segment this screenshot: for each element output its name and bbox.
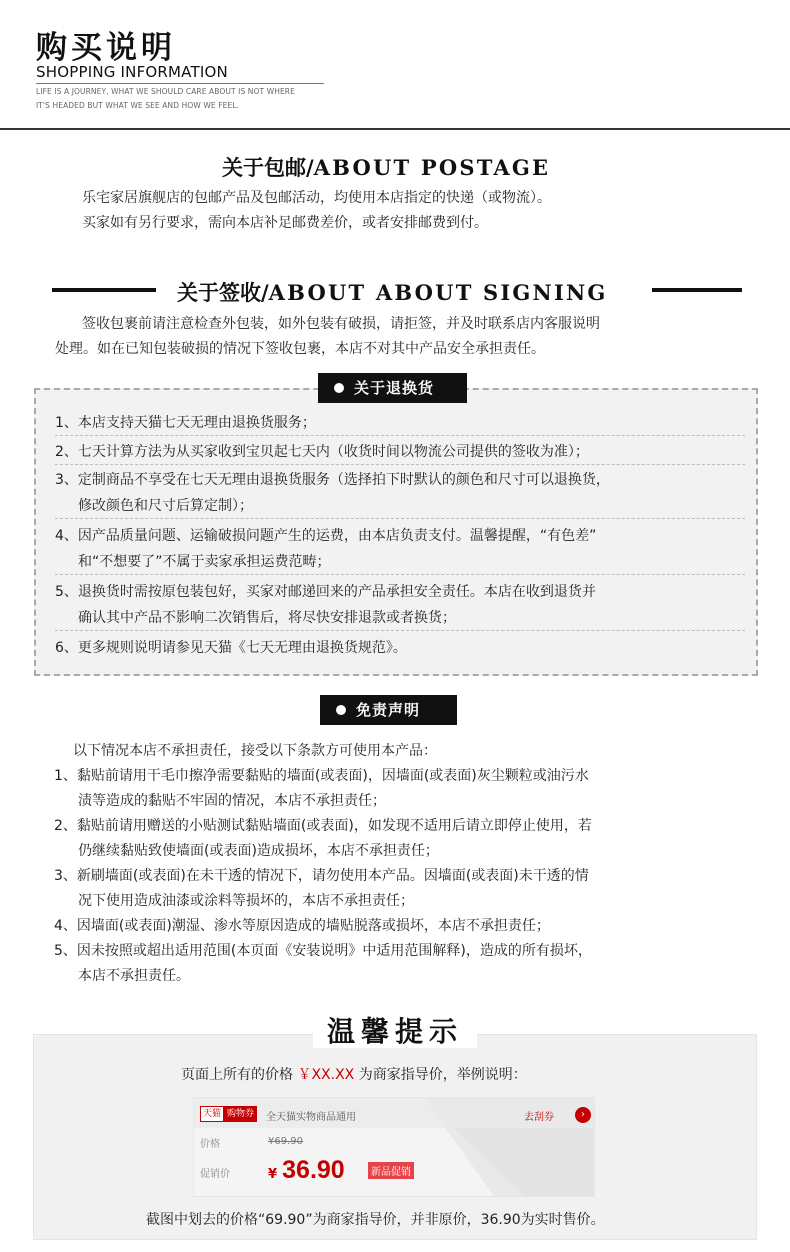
disclaimer-line-1b: 渍等造成的黏贴不牢固的情况，本店不承担责任； — [78, 793, 386, 809]
signing-rule-left — [52, 288, 156, 292]
bullet-dot-icon — [334, 383, 344, 393]
scratch-coupon-link[interactable]: 去刮券 — [524, 1112, 554, 1123]
signing-heading-cn: 关于签收/ — [177, 281, 269, 305]
bullet-dot-icon — [336, 705, 346, 715]
postage-heading-cn: 关于包邮/ — [222, 156, 314, 180]
postage-heading-en: ABOUT POSTAGE — [313, 155, 551, 180]
tmall-badge: 天猫 — [200, 1106, 224, 1122]
disclaimer-line-5b: 本店不承担责任。 — [78, 968, 190, 984]
promo-value: 36.90 — [282, 1156, 345, 1184]
returns-heading — [318, 373, 467, 403]
signing-line-1: 签收包裹前请注意检查外包装，如外包装有破损，请拒签，并及时联系店内客服说明 — [82, 316, 600, 332]
signing-rule-right — [652, 288, 742, 292]
returns-line-4: 4、因产品质量问题、运输破损问题产生的运费，由本店负责支付。温馨提醒，“有色差” — [55, 528, 597, 544]
tips-heading — [0, 1010, 790, 1050]
tips-intro-price: ￥XX.XX — [297, 1067, 355, 1083]
coupon-badge: 购物券 — [224, 1106, 257, 1122]
coupon-description: 全天猫实物商品通用 — [266, 1112, 356, 1123]
disclaimer-heading — [320, 695, 457, 725]
disclaimer-line-5: 5、因未按照或超出适用范围(本页面《安装说明》中适用范围解释)，造成的所有损坏， — [54, 943, 592, 959]
returns-line-3b: 修改颜色和尺寸后算定制）； — [78, 498, 253, 514]
disclaimer-line-1: 1、黏贴前请用干毛巾擦净需要黏贴的墙面(或表面)，因墙面(或表面)灰尘颗粒或油污水 — [54, 768, 589, 784]
header-divider — [0, 128, 790, 130]
tips-footer: 截图中划去的价格“69.90”为商家指导价，并非原价，36.90为实时售价。 — [146, 1212, 605, 1228]
promo-currency: ¥ — [268, 1167, 278, 1182]
returns-separator — [55, 518, 745, 519]
returns-separator — [55, 435, 745, 436]
returns-line-2: 2、七天计算方法为从买家收到宝贝起七天内（收货时间以物流公司提供的签收为准）； — [55, 444, 589, 460]
signing-heading-en: ABOUT ABOUT SIGNING — [268, 280, 608, 305]
page-subtitle: SHOPPING INFORMATION — [36, 63, 228, 81]
signing-heading — [177, 277, 608, 307]
page-title: 购买说明 — [36, 30, 176, 66]
returns-line-5: 5、退换货时需按原包装包好，买家对邮递回来的产品承担安全责任。本店在收到退货并 — [55, 584, 596, 600]
returns-line-4b: 和“不想要了”不属于卖家承担运费范畴； — [78, 554, 331, 570]
disclaimer-line-2b: 仍继续黏贴致使墙面(或表面)造成损坏，本店不承担责任； — [78, 843, 439, 859]
header-tagline-2: IT'S HEADED BUT WHAT WE SEE AND HOW WE FEEL. — [36, 101, 240, 110]
chevron-right-icon[interactable]: › — [575, 1107, 591, 1123]
returns-heading-label: 关于退换货 — [354, 379, 435, 397]
tips-heading-label: 温馨提示 — [313, 1015, 477, 1048]
tips-intro — [181, 1064, 527, 1084]
returns-line-1: 1、本店支持天猫七天无理由退换货服务； — [55, 415, 316, 431]
disclaimer-line-4: 4、因墙面(或表面)潮湿、渗水等原因造成的墙贴脱落或损坏，本店不承担责任； — [54, 918, 550, 934]
disclaimer-line-3b: 况下使用造成油漆或涂料等损坏的，本店不承担责任； — [78, 893, 414, 909]
postage-line-1: 乐宅家居旗舰店的包邮产品及包邮活动，均使用本店指定的快递（或物流）。 — [82, 190, 551, 206]
header-tagline-1: LIFE IS A JOURNEY, WHAT WE SHOULD CARE ABOUT IS NOT WHERE — [36, 87, 295, 96]
returns-line-3: 3、定制商品不享受在七天无理由退换货服务（选择拍下时默认的颜色和尺寸可以退换货， — [55, 472, 610, 488]
returns-separator — [55, 464, 745, 465]
postage-line-2: 买家如有另行要求，需向本店补足邮费差价，或者安排邮费到付。 — [82, 215, 488, 231]
header-underline — [36, 83, 324, 84]
price-example-card — [193, 1097, 595, 1197]
new-product-badge: 新品促销 — [368, 1162, 414, 1179]
disclaimer-line-2: 2、黏贴前请用赠送的小贴测试黏贴墙面(或表面)，如发现不适用后请立即停止使用，若 — [54, 818, 592, 834]
list-price: ¥69.90 — [268, 1136, 303, 1147]
returns-separator — [55, 630, 745, 631]
returns-separator — [55, 574, 745, 575]
promo-price-label: 促销价 — [200, 1169, 230, 1180]
disclaimer-intro: 以下情况本店不承担责任，接受以下条款方可使用本产品： — [73, 743, 437, 759]
disclaimer-line-3: 3、新刷墙面(或表面)在未干透的情况下，请勿使用本产品。因墙面(或表面)未干透的情 — [54, 868, 589, 884]
returns-line-6: 6、更多规则说明请参见天猫《七天无理由退换货规范》。 — [55, 640, 407, 656]
signing-line-2: 处理。如在已知包装破损的情况下签收包裹，本店不对其中产品安全承担责任。 — [55, 341, 545, 357]
promo-price — [268, 1156, 345, 1185]
price-label: 价格 — [200, 1139, 220, 1150]
tips-intro-before: 页面上所有的价格 — [181, 1067, 293, 1083]
returns-line-5b: 确认其中产品不影响二次销售后，将尽快安排退款或者换货； — [78, 610, 456, 626]
disclaimer-heading-label: 免责声明 — [356, 701, 421, 719]
tips-intro-after: 为商家指导价，举例说明： — [358, 1067, 527, 1083]
postage-heading — [222, 152, 550, 182]
